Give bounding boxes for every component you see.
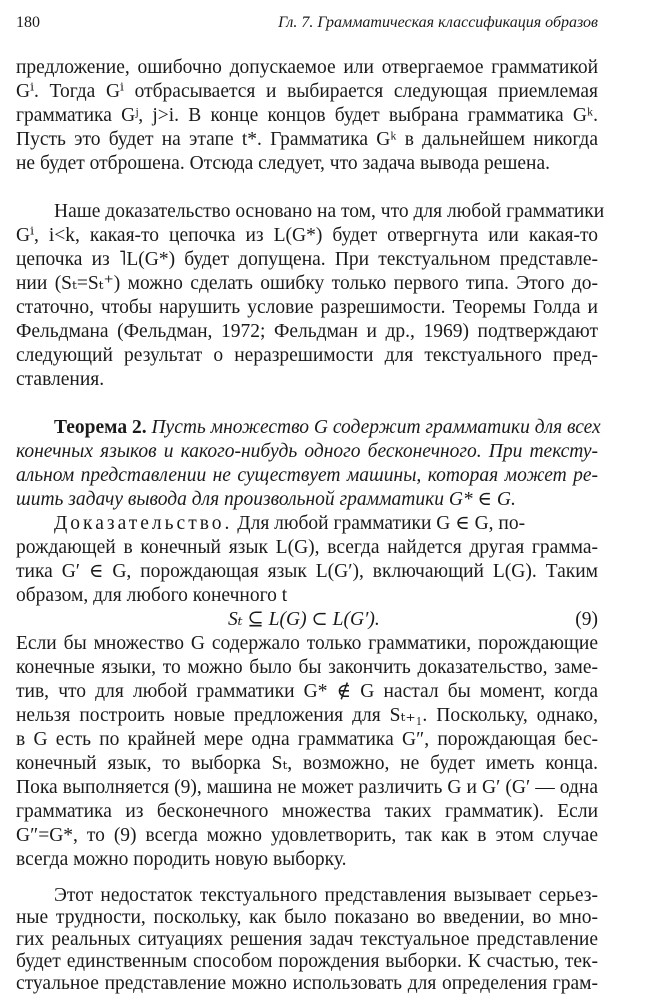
proof-label: Доказательство. [54,513,233,534]
text-line: Этот недостаток текстуального представления вызывает серьез- [54,885,598,906]
text-line: тика G′ ∈ G, порождающая язык L(G′), включающий L(G). Таким [16,561,598,582]
text-line: Фельдмана (Фельдман, 1972; Фельдман и др., 1969) подтверждают [16,321,598,342]
text-line: ставления. [16,369,105,390]
text-line: Gⁱ, i<k, какая-то цепочка из L(G*) будет отвергнута или какая-то [16,225,598,246]
theorem-line: конечных языков и какого-нибудь одного бесконечного. При тексту- [16,441,598,462]
theorem-text: Пусть множество G содержит грамматики для всех [151,417,601,438]
text-line: нии (Sₜ=Sₜ⁺) можно сделать ошибку только первого типа. Этого до- [16,273,598,294]
text-line: статочно, чтобы нарушить условие разрешимости. Теоремы Голда и [16,297,598,318]
text-line: в G есть по крайней мере одна грамматика G″, порождающая бес- [16,729,598,750]
text-line: G″=G*, то (9) всегда можно удовлетворить, так как в этом случае [16,825,598,846]
text-line: грамматика Gʲ, j>i. В конце концов будет выбрана грамматика Gᵏ. [16,105,598,126]
text-line: будет единственным способом порождения выборки. К счастью, тек- [16,951,598,972]
text-line: конечный язык, то выборка Sₜ, возможно, не будет иметь конца. [16,753,598,774]
text-line: Пока выполняется (9), машина не может различить G и G′ (G′ — одна [16,777,598,798]
text-line: Gⁱ. Тогда Gⁱ отбрасывается и выбирается следующая приемлемая [16,81,598,102]
equation-body: Sₜ ⊆ L(G) ⊂ L(G′). [228,609,380,630]
text-line: образом, для любого конечного t [16,585,288,606]
equation-9 [16,608,598,632]
page-number: 180 [16,14,40,31]
text-line: грамматика из бесконечного множества таких грамматик). Если [16,801,598,822]
text-line: гих реальных ситуациях решения задач текстуальное представление [16,929,598,950]
proof-text: Для любой грамматики G ∈ G, по- [237,513,526,534]
text-line: рождающей в конечный язык L(G), всегда найдется другая грамма- [16,537,598,558]
proof-first-line [54,512,598,536]
text-line: Наше доказательство основано на том, что для любой грамматики [54,201,605,222]
text-line: Пусть это будет на этапе t*. Грамматика Gᵏ в дальнейшем никогда [16,129,598,150]
text-line: следующий результат о неразрешимости для текстуального пред- [16,345,598,366]
theorem-line: альном представлении не существует машины, которая может ре- [16,465,598,486]
text-line: Если бы множество G содержало только грамматики, порождающие [16,633,598,654]
running-title: Гл. 7. Грамматическая классификация образов [278,14,598,31]
text-line: предложение, ошибочно допускаемое или отвергаемое грамматикой [16,57,598,78]
text-line: тив, что для любой грамматики G* ∉ G настал бы момент, когда [16,681,598,702]
text-line: нельзя построить новые предложения для Sₜ₊₁. Поскольку, однако, [16,705,598,726]
text-line: цепочка из ˥L(G*) будет допущена. При текстуальном представле- [16,249,598,270]
theorem-label: Теорема 2. [54,417,147,438]
text-line: конечные языки, то можно было бы закончить доказательство, заме- [16,657,598,678]
text-line: всегда можно породить новую выборку. [16,849,347,870]
text-line: стуальное представление можно использовать для определения грам- [16,973,598,994]
equation-number: (9) [575,609,598,630]
theorem-line: шить задачу вывода для произвольной грамматики G* ∈ G. [16,489,516,510]
text-line: не будет отброшена. Отсюда следует, что задача вывода решена. [16,153,551,174]
theorem-first-line [54,416,601,440]
text-line: ные трудности, поскольку, как было показано во введении, во мно- [16,907,598,928]
